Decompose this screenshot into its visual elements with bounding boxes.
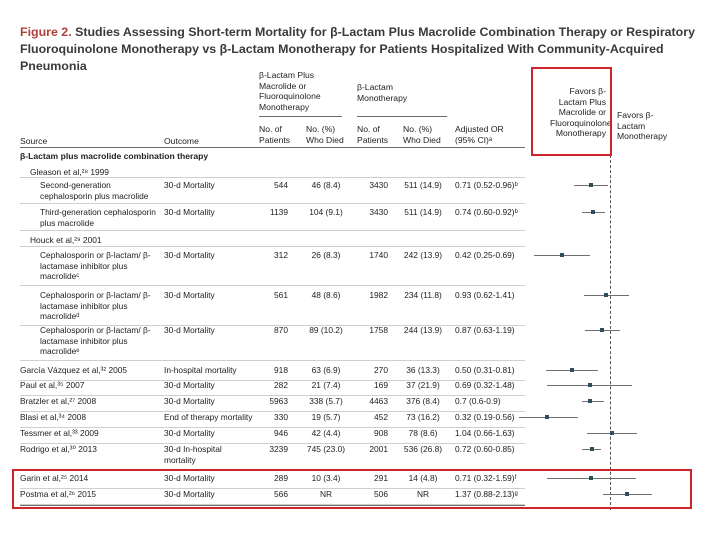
row-adjusted-or: 1.04 (0.66-1.63) (455, 428, 515, 438)
row-separator (20, 285, 525, 286)
highlight-box-recent-studies (12, 469, 692, 509)
row-source: Cephalosporin or β-lactam/ β-lactamase inhibitor plus macrolideᵈ (40, 290, 151, 321)
row-patients1: 5963 (269, 396, 288, 406)
row-died1: 48 (8.6) (311, 290, 341, 300)
row-patients1: 282 (274, 380, 288, 390)
row-died1: 21 (7.4) (311, 380, 341, 390)
row-died2: 14 (4.8) (408, 473, 438, 483)
row-adjusted-or: 0.71 (0.52-0.96)ᵇ (455, 180, 518, 190)
row-patients2: 1758 (369, 325, 388, 335)
row-source: Garin et al,²⁵ 2014 (20, 473, 89, 483)
or-marker (588, 399, 592, 403)
row-died2: 536 (26.8) (403, 444, 443, 454)
row-patients1: 870 (274, 325, 288, 335)
or-marker (610, 431, 614, 435)
row-outcome: End of therapy mortality (164, 412, 253, 422)
row-outcome: 30-d Mortality (164, 489, 215, 499)
row-died2: 242 (13.9) (403, 250, 443, 260)
row-source: Bratzler et al,²⁷ 2008 (20, 396, 97, 406)
row-adjusted-or: 0.93 (0.62-1.41) (455, 290, 515, 300)
row-died1: 89 (10.2) (309, 325, 343, 335)
row-outcome: 30-d Mortality (164, 325, 215, 335)
row-adjusted-or: 0.71 (0.32-1.59)ᶠ (455, 473, 517, 483)
row-died1: 338 (5.7) (309, 396, 343, 406)
row-source: Cephalosporin or β-lactam/ β-lactamase inhibitor plus macrolideᶜ (40, 250, 151, 281)
group2-header: β-Lactam Monotherapy (357, 82, 408, 103)
row-adjusted-or: 0.32 (0.19-0.56) (455, 412, 515, 422)
row-died2: 234 (11.8) (404, 290, 442, 300)
row-died1: 104 (9.1) (309, 207, 343, 217)
row-patients1: 312 (274, 250, 288, 260)
died2-header: No. (%) Who Died (403, 124, 441, 145)
row-died2: 244 (13.9) (403, 325, 443, 335)
figure-title-text: Studies Assessing Short-term Mortality for β-Lactam Plus Macrolide Combination Therapy or Respiratory Fluoroquinolone Monotherapy vs β-Lactam Monotherapy for Patients Hospitalized With Community-Acquired Pneumonia (20, 25, 695, 73)
row-died1: 19 (5.7) (311, 412, 341, 422)
row-died2: 511 (14.9) (404, 180, 442, 190)
row-adjusted-or: 0.87 (0.63-1.19) (455, 325, 515, 335)
row-patients2: 291 (374, 473, 388, 483)
row-outcome: 30-d Mortality (164, 207, 215, 217)
row-adjusted-or: 0.42 (0.25-0.69) (455, 250, 515, 260)
row-died2: 376 (8.4) (406, 396, 440, 406)
group-label-houck: Houck et al,²⁹ 2001 (30, 235, 102, 245)
row-outcome: 30-d Mortality (164, 428, 215, 438)
row-source: Tessmer et al,³³ 2009 (20, 428, 99, 438)
header-rule (20, 147, 525, 148)
section-label: β-Lactam plus macrolide combination therapy (20, 151, 209, 161)
or-header: Adjusted OR (95% CI)ᵃ (455, 124, 504, 145)
row-patients2: 3430 (369, 207, 388, 217)
row-outcome: 30-d Mortality (164, 250, 215, 260)
row-outcome: 30-d Mortality (164, 180, 215, 190)
row-patients2: 270 (374, 365, 388, 375)
group1-underline (259, 116, 342, 117)
or-marker (589, 183, 593, 187)
row-died2: 36 (13.3) (406, 365, 440, 375)
row-patients1: 566 (274, 489, 288, 499)
row-source: Rodrigo et al,³⁰ 2013 (20, 444, 97, 454)
row-died2: 37 (21.9) (406, 380, 440, 390)
outcome-header: Outcome (164, 136, 199, 146)
row-separator (20, 177, 525, 178)
or-marker (545, 415, 549, 419)
row-source: Paul et al,³⁵ 2007 (20, 380, 85, 390)
row-died1: 10 (3.4) (311, 473, 341, 483)
row-source: García Vázquez et al,³² 2005 (20, 365, 128, 375)
row-patients2: 3430 (369, 180, 388, 190)
row-outcome: 30-d Mortality (164, 473, 215, 483)
row-died1: 46 (8.4) (311, 180, 341, 190)
or-marker (600, 328, 604, 332)
row-patients1: 946 (274, 428, 288, 438)
row-outcome: 30-d Mortality (164, 290, 215, 300)
favors-right-header: Favors β-Lactam Monotherapy (617, 110, 668, 141)
patients1-header: No. of Patients (259, 124, 291, 145)
row-patients1: 544 (274, 180, 288, 190)
row-patients1: 330 (274, 412, 288, 422)
row-patients1: 289 (274, 473, 288, 483)
source-header: Source (20, 136, 48, 146)
row-adjusted-or: 0.7 (0.6-0.9) (455, 396, 501, 406)
row-patients1: 561 (274, 290, 288, 300)
row-patients2: 169 (374, 380, 388, 390)
or-marker (591, 210, 595, 214)
row-separator (20, 203, 525, 204)
group2-underline (357, 116, 447, 117)
row-outcome: In-hospital mortality (164, 365, 237, 375)
died1-header: No. (%) Who Died (306, 124, 344, 145)
row-died1: NR (319, 489, 333, 499)
row-died2: 73 (16.2) (406, 412, 440, 422)
row-source: Postma et al,²⁶ 2015 (20, 489, 97, 499)
highlight-box-favors (531, 67, 612, 156)
group-label-gleason: Gleason et al,²⁸ 1999 (30, 167, 109, 177)
row-patients1: 1139 (269, 207, 288, 217)
row-separator (20, 360, 525, 361)
group1-header: β-Lactam Plus Macrolide or Fluoroquinolone Monotherapy (259, 70, 321, 112)
or-marker (570, 368, 574, 372)
or-marker (588, 383, 592, 387)
row-source: Second-generation cephalosporin plus macrolide (40, 180, 149, 201)
row-patients2: 452 (374, 412, 388, 422)
or-marker (560, 253, 564, 257)
row-source: Blasi et al,³⁴ 2008 (20, 412, 86, 422)
row-adjusted-or: 0.72 (0.60-0.85) (455, 444, 515, 454)
or-marker (604, 293, 608, 297)
row-patients2: 4463 (369, 396, 388, 406)
or-marker (590, 447, 594, 451)
ci-line (582, 401, 604, 402)
row-outcome: 30-d Mortality (164, 380, 215, 390)
row-adjusted-or: 0.69 (0.32-1.48) (455, 380, 515, 390)
patients2-header: No. of Patients (357, 124, 389, 145)
row-source: Third-generation cephalosporin plus macrolide (40, 207, 156, 228)
row-patients2: 1740 (369, 250, 388, 260)
row-died2: NR (416, 489, 430, 499)
row-adjusted-or: 1.37 (0.88-2.13)ᵍ (455, 489, 518, 499)
row-died1: 745 (23.0) (306, 444, 346, 454)
row-outcome: 30-d In-hospital mortality (164, 444, 222, 465)
row-adjusted-or: 0.50 (0.31-0.81) (455, 365, 515, 375)
row-died1: 26 (8.3) (311, 250, 341, 260)
row-patients1: 3239 (269, 444, 288, 454)
row-patients2: 908 (374, 428, 388, 438)
favors-left-header: Favors β-Lactam Plus Macrolide or Fluoroquinolone Monotherapy (550, 86, 612, 138)
row-died1: 42 (4.4) (311, 428, 341, 438)
row-died2: 511 (14.9) (404, 207, 442, 217)
row-died1: 63 (6.9) (311, 365, 341, 375)
row-separator (20, 246, 525, 247)
row-patients1: 918 (274, 365, 288, 375)
row-adjusted-or: 0.74 (0.60-0.92)ᵇ (455, 207, 518, 217)
row-patients2: 506 (374, 489, 388, 499)
figure-label: Figure 2. (20, 25, 72, 39)
row-outcome: 30-d Mortality (164, 396, 215, 406)
row-source: Cephalosporin or β-lactam/ β-lactamase inhibitor plus macrolideᵉ (40, 325, 151, 356)
row-died2: 78 (8.6) (408, 428, 438, 438)
row-patients2: 1982 (369, 290, 388, 300)
row-separator (20, 230, 525, 231)
row-patients2: 2001 (369, 444, 388, 454)
